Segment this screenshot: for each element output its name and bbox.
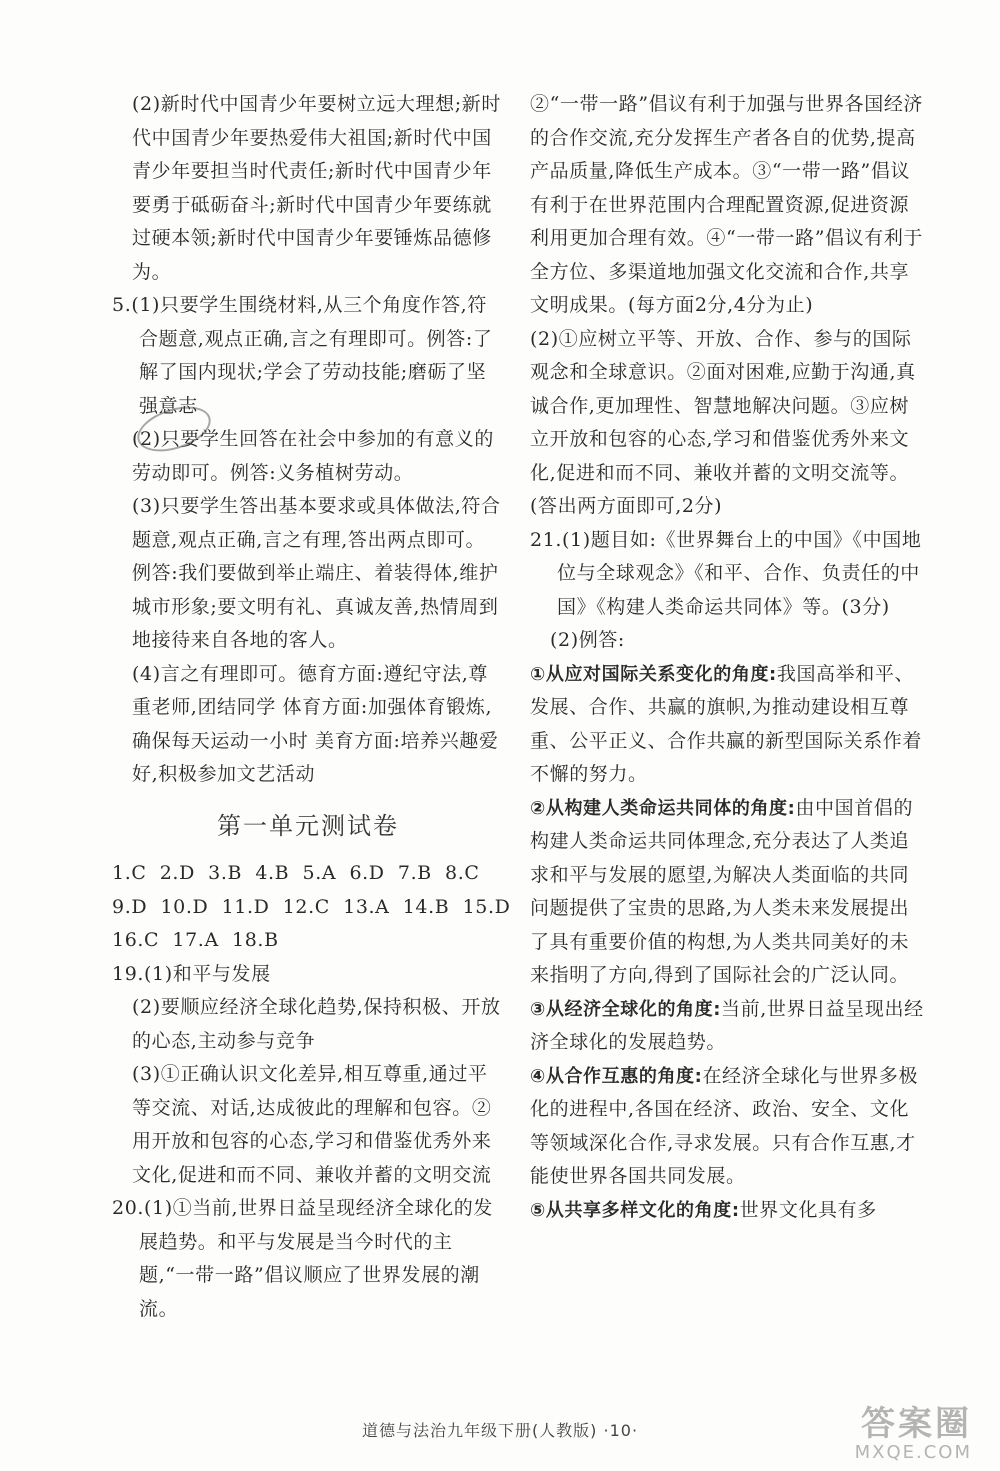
- paragraph-q5-4: (4)言之有理即可。德育方面:遵纪守法,尊重老师,团结同学 体育方面:加强体育锻炼,确保每天运动一小时 美育方面:培养兴趣爱好,积极参加文艺活动: [132, 662, 499, 785]
- answer-angle-1-head: ①从应对国际关系变化的角度:: [530, 663, 777, 685]
- answer-angle-4: [530, 1060, 926, 1194]
- answer-angle-2: [530, 792, 926, 993]
- answer-angle-1-body: 我国高举和平、发展、合作、共赢的旗帜,为推动建设相互尊重、公平正义、合作共赢的新型国际关系作着不懈的努力。: [530, 662, 923, 785]
- mc-answers-row-1: 1.C 2.D 3.B 4.B 5.A 6.D 7.B 8.C: [112, 862, 480, 884]
- watermark-url: MXQE.COM: [854, 1442, 972, 1463]
- answer-angle-3-head: ③从经济全球化的角度:: [530, 998, 722, 1020]
- paragraph-q5-1: 5.(1)只要学生围绕材料,从三个角度作答,符合题意,观点正确,言之有理即可。例答:了解了国内现状;学会了劳动技能;磨砺了坚强意志: [112, 294, 493, 417]
- paragraph-q20-1-cont: ②“一带一路”倡议有利于加强与世界各国经济的合作交流,充分发挥生产者各自的优势,提高产品质量,降低生产成本。③“一带一路”倡议有利于在世界范围内合理配置资源,促进资源利用更加合理有效。④“一带一路”倡议有利于全方位、多渠道地加强文化交流和合作,共享文明成果。(每方面2分,4分为止): [530, 93, 924, 316]
- answer-angle-2-body: 由中国首倡的构建人类命运共同体理念,充分表达了人类追求和平与发展的愿望,为解决人类面临的共同问题提供了宝贵的思路,为人类未来发展提出了具有重要价值的构想,为人类共同美好的未来指明了方向,得到了国际社会的广泛认同。: [530, 796, 914, 986]
- watermark-logo: [782, 1405, 972, 1463]
- paragraph-q20-1: 20.(1)①当前,世界日益呈现经济全球化的发展趋势。和平与发展是当今时代的主题,“一带一路”倡议顺应了世界发展的潮流。: [112, 1197, 493, 1320]
- paragraph-q21-2: (2)例答:: [550, 629, 625, 651]
- page-footer: 道德与法治九年级下册(人教版) ·10·: [361, 1421, 639, 1440]
- answer-angle-3-body: 当前,世界日益呈现出经济全球化的发展趋势。: [530, 997, 924, 1053]
- answer-angle-1: [530, 658, 926, 792]
- answer-angle-3: [530, 993, 926, 1060]
- left-column: [112, 88, 511, 1326]
- mc-answers-row-2: 9.D 10.D 11.D 12.C 13.A 14.B 15.D: [112, 895, 511, 918]
- paragraph-q19-3: (3)①正确认识文化差异,相互尊重,通过平等交流、对话,达成彼此的理解和包容。②用开放和包容的心态,学习和借鉴优秀外来文化,促进和而不同、兼收并蓄的文明交流: [132, 1063, 492, 1186]
- paragraph-q21-1: 21.(1)题目如:《世界舞台上的中国》《中国地位与全球观念》《和平、合作、负责任的中国》《构建人类命运共同体》等。(3分): [530, 528, 922, 618]
- answer-angle-4-head: ④从合作互惠的角度:: [530, 1065, 703, 1087]
- paragraph-q19-2: (2)要顺应经济全球化趋势,保持积极、开放的心态,主动参与竞争: [132, 996, 501, 1052]
- answer-angle-4-body: 在经济全球化与世界多极化的进程中,各国在经济、政治、安全、文化等领域深化合作,寻求发展。只有合作互惠,才能使世界各国共同发展。: [530, 1064, 919, 1187]
- section-title: 第一单元测试卷: [217, 811, 399, 840]
- paragraph-q19-1: 19.(1)和平与发展: [112, 962, 271, 985]
- answer-angle-5-head: ⑤从共享多样文化的角度:: [530, 1199, 740, 1221]
- answer-angle-2-head: ②从构建人类命运共同体的角度:: [530, 797, 796, 819]
- paragraph-q5-3: (3)只要学生答出基本要求或具体做法,符合题意,观点正确,言之有理,答出两点即可。例答:我们要做到举止端庄、着装得体,维护城市形象;要文明有礼、真诚友善,热情周到地接待来自各地的客人。: [132, 495, 501, 651]
- paragraph-q5-2: (2)只要学生回答在社会中参加的有意义的劳动即可。例答:义务植树劳动。: [132, 428, 494, 484]
- paragraph-q4-2: (2)新时代中国青少年要树立远大理想;新时代中国青少年要热爱伟大祖国;新时代中国青少年要担当时代责任;新时代中国青少年要勇于砥砺奋斗;新时代中国青少年要练就过硬本领;新时代中国青少年要锤炼品德修为。: [132, 93, 501, 283]
- answer-angle-5: [530, 1194, 926, 1228]
- answer-angle-5-body: 世界文化具有多: [739, 1198, 877, 1221]
- right-column: [530, 88, 926, 1227]
- paragraph-q20-2: (2)①应树立平等、开放、合作、参与的国际观念和全球意识。②面对困难,应勤于沟通,真诚合作,更加理性、智慧地解决问题。③应树立开放和包容的心态,学习和借鉴优秀外来文化,促进和而不同、兼收并蓄的文明交流等。(答出两方面即可,2分): [530, 327, 916, 517]
- mc-answers-row-3: 16.C 17.A 18.B: [112, 929, 279, 951]
- watermark-title: 答案圈: [861, 1404, 972, 1444]
